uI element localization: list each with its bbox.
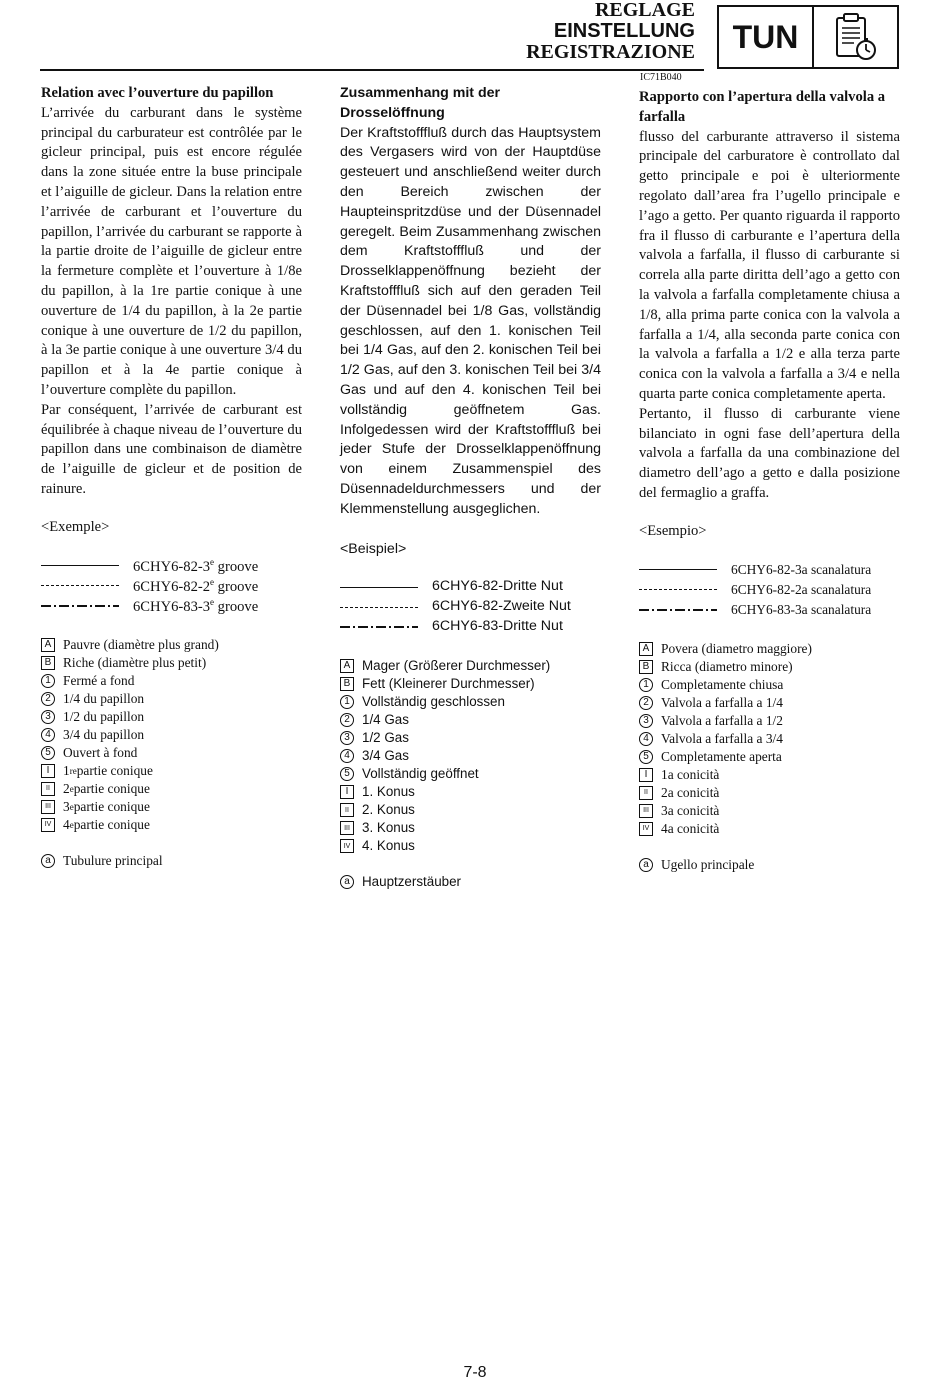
header-rule: [40, 69, 704, 71]
symbol-square: IV: [639, 822, 653, 836]
list-item: 2 1/4 du papillon: [41, 690, 302, 708]
paragraph-fr-1: L’arrivée du carburant dans le système principal du carburateur est contrôlée par le gicleur principal, puis est encore régulée dans la zone située entre la buse principale et l’aiguille de gicleur. Dans la relation entre l’arrivée de carburant et l’ouverture du papillon, l’arrivée du carburant se rapporte à la partie droite de l’aiguille de gicleur entre la fermeture complète et l’ouverture à 1/8e du papillon, à la 1re partie conique à une ouverture de 1/4 du papillon, à la 2e partie conique à une ouverture de 1/2 du papillon, à la 3e partie conique à une ouverture 3/4 du papillon et à la 4e partie conique à l’ouverture complète du papillon.: [41, 104, 302, 398]
symbol-circle: 3: [639, 714, 653, 728]
reference-code: IC71B040: [640, 72, 682, 83]
symbol-square: III: [340, 821, 354, 835]
symbol-square: I: [340, 785, 354, 799]
list-item: I 1a conicità: [639, 766, 900, 784]
symbol-square: A: [340, 659, 354, 673]
legend-row: [639, 580, 900, 600]
paragraph-it-1: flusso del carburante attraverso il sistema principale del carburatore è controllato dal getto principale e poi è ulteriormente regolato dall’area fra l’ugello principale e l’ago a getto. Per quanto riguarda il rapporto fra il flusso di carburante e l’apertura della valvola a farfalla, il flusso di carburante si correla alla parte diritta dell’ago a getto con la valvola a farfalla completamente chiusa a 1/8, alla prima parte conica con la valvola a farfalla a 1/4, alla seconda parte conica con la valvola a farfalla a 1/2 e alla terza parte conica con la valvola a farfalla a 3/4 e nella quarta parte conica completamente aperta.: [639, 128, 900, 402]
symbol-square: III: [41, 800, 55, 814]
legend-label: 6CHY6-82-3a scanalatura: [731, 561, 872, 577]
symbol-circle: 1: [41, 674, 55, 688]
header-title-de: EINSTELLUNG: [553, 20, 695, 42]
list-item: 3 1/2 Gas: [340, 729, 601, 747]
legend-label: 6CHY6-83-Dritte Nut: [432, 618, 563, 635]
column-french: [41, 84, 302, 870]
list-item: III 3a conicità: [639, 802, 900, 820]
symbol-circle: 1: [639, 678, 653, 692]
list-item: III 3. Konus: [340, 819, 601, 837]
legend-row: [340, 577, 601, 597]
list-item: 4 3/4 du papillon: [41, 726, 302, 744]
example-label-fr: <Exemple>: [41, 518, 110, 535]
symbol-circle: 5: [340, 767, 354, 781]
list-item: A Pauvre (diamètre plus grand): [41, 636, 302, 654]
legend-label: 6CHY6-82-Zweite Nut: [432, 598, 571, 615]
section-code: TUN: [719, 7, 814, 67]
column-german: [340, 84, 601, 891]
list-item: 5 Ouvert à fond: [41, 744, 302, 762]
symbol-circle: 2: [639, 696, 653, 710]
list-item: 1 Completamente chiusa: [639, 676, 900, 694]
list-item: IV 4a conicità: [639, 820, 900, 838]
symbol-square: B: [639, 660, 653, 674]
symbol-square: A: [639, 642, 653, 656]
solid-line-icon: [639, 569, 717, 570]
legend-label: 6CHY6-82-2a scanalatura: [731, 581, 872, 597]
symbol-circle: 5: [639, 750, 653, 764]
legend-row: [639, 600, 900, 620]
symbol-circle: a: [639, 858, 653, 872]
symbol-square: B: [340, 677, 354, 691]
solid-line-icon: [340, 587, 418, 588]
symbol-square: B: [41, 656, 55, 670]
symbol-square: II: [340, 803, 354, 817]
symbol-square: IV: [340, 839, 354, 853]
list-item: 1 Fermé a fond: [41, 672, 302, 690]
list-item: a Hauptzerstäuber: [340, 873, 601, 891]
list-item: B Riche (diamètre plus petit): [41, 654, 302, 672]
symbol-circle: a: [41, 854, 55, 868]
symbol-circle: 4: [639, 732, 653, 746]
example-label-it: <Esempio>: [639, 522, 707, 539]
symbol-square: II: [639, 786, 653, 800]
list-item: III 3 e partie conique: [41, 798, 302, 816]
list-item: II 2 e partie conique: [41, 780, 302, 798]
legend-row: [41, 596, 302, 616]
list-item: 4 Valvola a farfalla a 3/4: [639, 730, 900, 748]
column-italian: [639, 88, 900, 874]
list-item: A Mager (Größerer Durchmesser): [340, 657, 601, 675]
header-title-it: REGISTRAZIONE: [526, 41, 695, 63]
symbol-circle: 2: [340, 713, 354, 727]
symbol-circle: 4: [41, 728, 55, 742]
legend-row: [639, 560, 900, 580]
symbol-circle: 5: [41, 746, 55, 760]
dashed-line-icon: [340, 607, 418, 608]
section-badge: [717, 5, 899, 69]
list-item: B Fett (Kleinerer Durchmesser): [340, 675, 601, 693]
legend-it: [639, 560, 900, 620]
list-item: 5 Vollständig geöffnet: [340, 765, 601, 783]
dashed-line-icon: [639, 589, 717, 590]
legend-label: 6CHY6-83-3a scanalatura: [731, 601, 872, 617]
heading-it: Rapporto con l’apertura della valvola a farfalla: [639, 89, 886, 125]
symbol-circle: 3: [340, 731, 354, 745]
clipboard-stopwatch-icon: [814, 7, 897, 67]
legend-label: 6CHY6-82-2e groove: [133, 577, 259, 596]
paragraph-de-1: Der Kraftstofffluß durch das Hauptsystem des Vergasers wird von der Hauptdüse gesteuert und anschließend weiter durch den Bereich zwischen der Haupteinspritzdüse und der Düsennadel geregelt. Beim Zusammenhang zwischen dem Kraftstofffluß und der Drosselklappenöffnung bezieht der Kraftstofffluß sich auf den geraden Teil der Düsennadel bei 1/8 Gas, vollständig geschlossen, auf den 1. konischen Teil bei 1/4 Gas, auf den 2. konischen Teil bei 1/2 Gas, auf den 3. konischen Teil bei 3/4 Gas und auf den 4. konischen Teil bei vollständig geöffnetem Gas. Infolgedessen wird der Kraftstofffluß bei jeder Stufe der Drosselklappenöffnung von einem Zusammenspiel des Düsennadeldurchmessers und der Klemmenstellung ausgeglichen.: [340, 124, 601, 517]
key-list-de: [340, 657, 601, 891]
solid-line-icon: [41, 565, 119, 566]
legend-row: [340, 597, 601, 617]
symbol-square: A: [41, 638, 55, 652]
symbol-circle: a: [340, 875, 354, 889]
dash-dot-line-icon: [340, 626, 418, 628]
list-item: B Ricca (diametro minore): [639, 658, 900, 676]
symbol-circle: 2: [41, 692, 55, 706]
list-item: 3 1/2 du papillon: [41, 708, 302, 726]
list-item: II 2a conicità: [639, 784, 900, 802]
list-item: I 1. Konus: [340, 783, 601, 801]
key-list-fr: [41, 636, 302, 870]
list-item: I 1 re partie conique: [41, 762, 302, 780]
dashed-line-icon: [41, 585, 119, 586]
legend-label: 6CHY6-83-3e groove: [133, 597, 259, 616]
header-title-fr: REGLAGE: [594, 0, 695, 21]
list-item: 1 Vollständig geschlossen: [340, 693, 601, 711]
symbol-square: IV: [41, 818, 55, 832]
list-item: a Tubulure principal: [41, 852, 302, 870]
page-number: 7-8: [463, 1364, 487, 1381]
symbol-square: I: [639, 768, 653, 782]
legend-label: 6CHY6-82-Dritte Nut: [432, 578, 563, 595]
heading-fr: Relation avec l’ouverture du papillon: [41, 85, 274, 101]
symbol-circle: 4: [340, 749, 354, 763]
list-item: 2 1/4 Gas: [340, 711, 601, 729]
heading-de: Zusammenhang mit der Drosselöffnung: [340, 85, 501, 121]
list-item: a Ugello principale: [639, 856, 900, 874]
key-list-it: [639, 640, 900, 874]
symbol-circle: 1: [340, 695, 354, 709]
list-item: IV 4 e partie conique: [41, 816, 302, 834]
symbol-square: II: [41, 782, 55, 796]
legend-row: [340, 617, 601, 637]
dash-dot-line-icon: [639, 609, 717, 611]
legend-fr: [41, 556, 302, 616]
list-item: 3 Valvola a farfalla a 1/2: [639, 712, 900, 730]
page-header-titles: [526, 0, 695, 63]
symbol-circle: 3: [41, 710, 55, 724]
symbol-square: III: [639, 804, 653, 818]
list-item: 4 3/4 Gas: [340, 747, 601, 765]
example-label-de: <Beispiel>: [340, 540, 407, 557]
list-item: II 2. Konus: [340, 801, 601, 819]
legend-label: 6CHY6-82-3e groove: [133, 557, 259, 576]
dash-dot-line-icon: [41, 605, 119, 607]
paragraph-fr-2: Par conséquent, l’arrivée de carburant est équilibrée à chaque niveau de l’ouverture du papillon dans une combinaison de diamètre de l’aiguille de gicleur et de position de rainure.: [41, 401, 302, 497]
symbol-square: I: [41, 764, 55, 778]
paragraph-it-2: Pertanto, il flusso di carburante viene bilanciato in ogni fase dell’apertura della valvola a farfalla da una combinazione del diametro dell’ago a getto e dalla posizione del fermaglio a graffa.: [639, 405, 900, 501]
list-item: IV 4. Konus: [340, 837, 601, 855]
list-item: 2 Valvola a farfalla a 1/4: [639, 694, 900, 712]
list-item: 5 Completamente aperta: [639, 748, 900, 766]
legend-de: [340, 577, 601, 637]
list-item: A Povera (diametro maggiore): [639, 640, 900, 658]
